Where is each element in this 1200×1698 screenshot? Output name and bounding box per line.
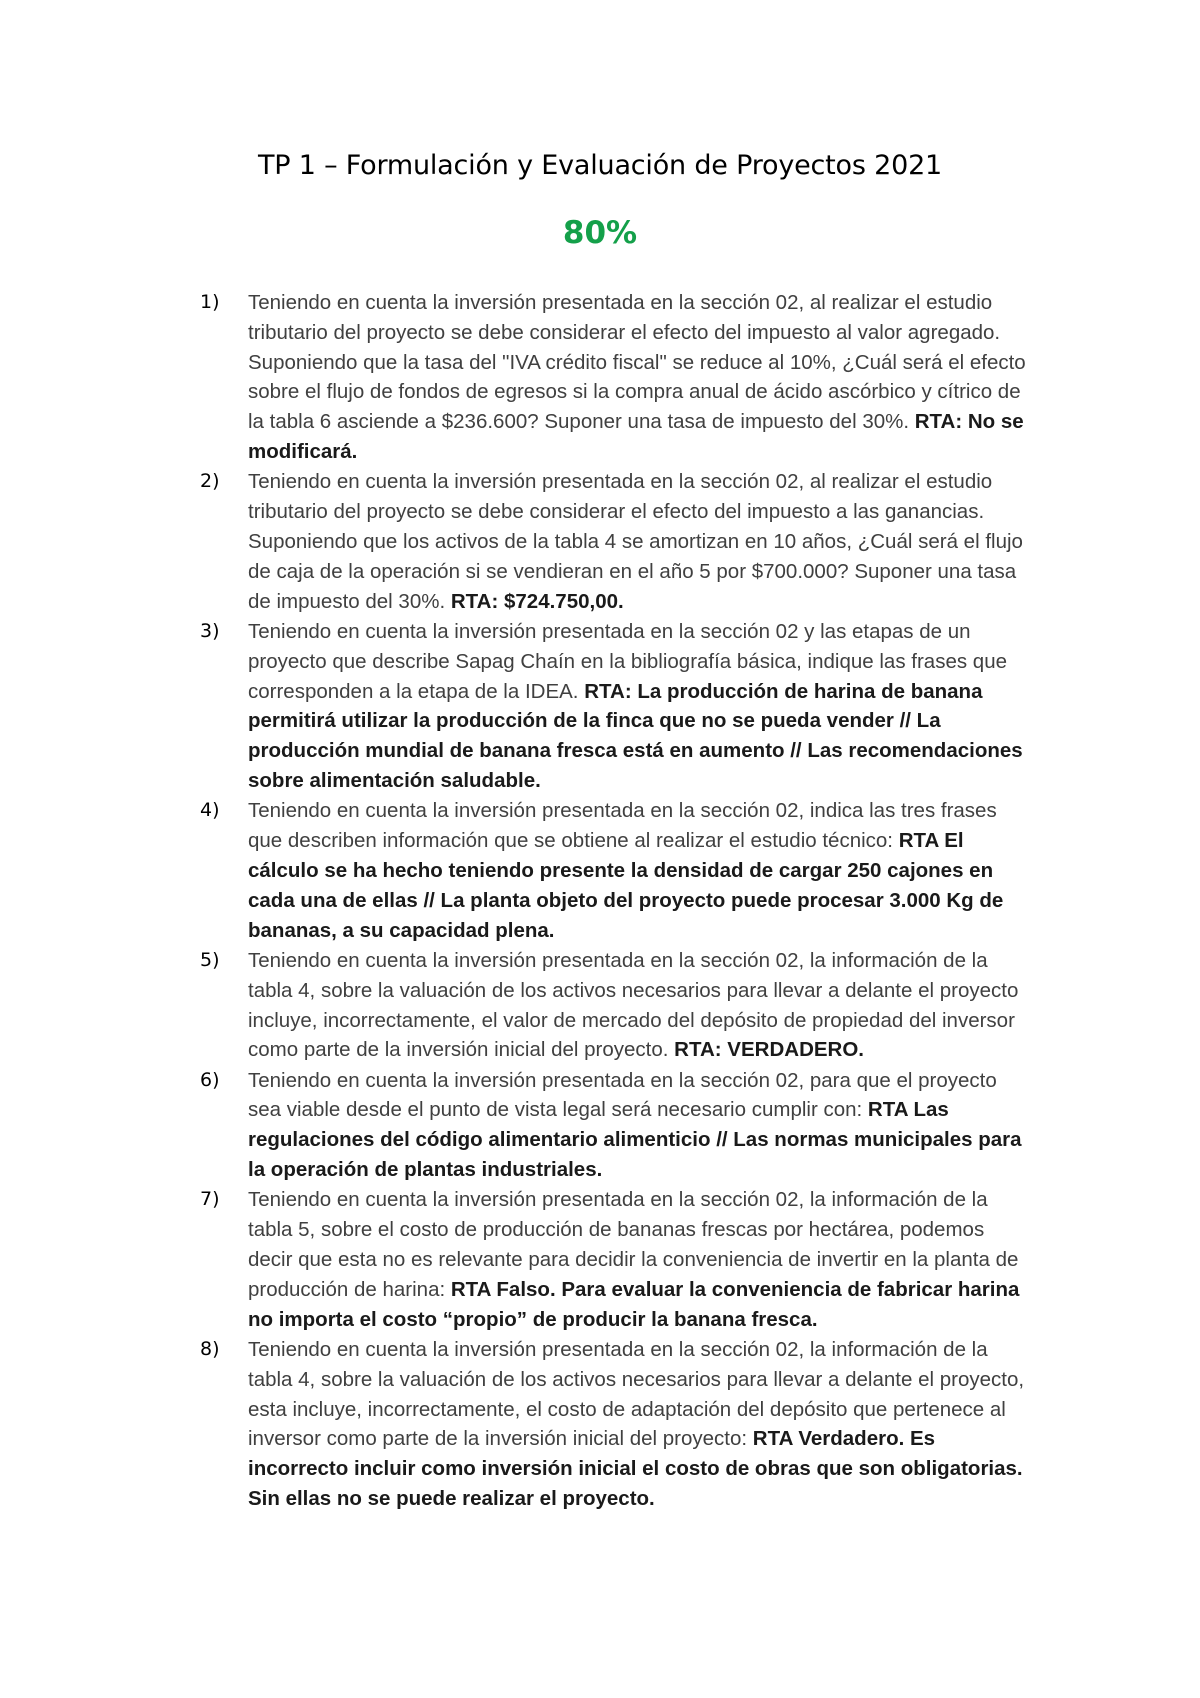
question-answer: RTA: VERDADERO.	[674, 1038, 864, 1062]
question-text: Teniendo en cuenta la inversión presentada en la sección 02, al realizar el estudio tributario del proyecto se debe considerar el efecto del impuesto a las ganancias. Suponiendo que los activos de la tabla 4 se amortizan en 10 años, ¿Cuál será el flujo de caja de la operación si se vendieran en el año 5 por $700.000? Suponer una tasa de impuesto del 30%.	[248, 470, 1023, 613]
question-answer: RTA El cálculo se ha hecho teniendo presente la densidad de cargar 250 cajones en cada una de ellas // La planta objeto del proyecto puede procesar 3.000 Kg de bananas, a su capacidad plena.	[248, 829, 1004, 942]
question-item	[200, 946, 1030, 1065]
question-answer: RTA Las regulaciones del código alimentario alimenticio // Las normas municipales para la operación de plantas industriales.	[248, 1098, 1022, 1182]
question-text: Teniendo en cuenta la inversión presentada en la sección 02 y las etapas de un proyecto que describe Sapag Chaín en la bibliografía básica, indique las frases que corresponden a la etapa de la IDEA.	[248, 619, 1007, 703]
question-text: Teniendo en cuenta la inversión presentada en la sección 02, la información de la tabla 4, sobre la valuación de los activos necesarios para llevar a delante el proyecto, esta incluye, incorrectamente, el costo de adaptación del depósito que pertenece al inversor como parte de la inversión inicial del proyecto:	[248, 1338, 1025, 1451]
question-number: 1)	[200, 291, 220, 313]
question-answer: RTA: $724.750,00.	[450, 589, 624, 613]
question-item	[200, 1066, 1030, 1185]
score-percentage: 80%	[562, 215, 638, 251]
question-text: Teniendo en cuenta la inversión presentada en la sección 02, para que el proyecto sea viable desde el punto de vista legal será necesario cumplir con:	[248, 1068, 997, 1122]
question-number: 3)	[200, 619, 220, 642]
question-text: Teniendo en cuenta la inversión presentada en la sección 02, al realizar el estudio tributario del proyecto se debe considerar el efecto del impuesto al valor agregado. Suponiendo que la tasa del "IVA crédito fiscal" se reduce al 10%, ¿Cuál será el efecto sobre el flujo de fondos de egresos si la compra anual de ácido ascórbico y cítrico de la tabla 6 asciende a $236.600? Suponer una tasa de impuesto del 30%.	[248, 291, 1026, 434]
question-list	[200, 288, 1030, 1514]
document-title: TP 1 – Formulación y Evaluación de Proyectos 2021	[257, 150, 943, 181]
question-text: Teniendo en cuenta la inversión presentada en la sección 02, indica las tres frases que describen información que se obtiene al realizar el estudio técnico:	[248, 799, 997, 853]
question-item	[200, 467, 1030, 616]
question-number: 6)	[200, 1068, 220, 1091]
question-answer: RTA: La producción de harina de banana permitirá utilizar la producción de la finca que no se pueda vender // La producción mundial de banana fresca está en aumento // Las recomendaciones sobre alimentación saludable.	[248, 679, 1023, 792]
question-number: 8)	[200, 1338, 220, 1361]
question-number: 2)	[200, 470, 220, 493]
question-text: Teniendo en cuenta la inversión presentada en la sección 02, la información de la tabla 5, sobre el costo de producción de bananas frescas por hectárea, podemos decir que esta no es relevante para decidir la conveniencia de invertir en la planta de producción de harina:	[248, 1188, 1019, 1301]
question-number: 5)	[200, 948, 220, 971]
question-item	[200, 1335, 1030, 1514]
question-text: Teniendo en cuenta la inversión presentada en la sección 02, la información de la tabla 4, sobre la valuación de los activos necesarios para llevar a delante el proyecto incluye, incorrectamente, el valor de mercado del depósito de propiedad del inversor como parte de la inversión inicial del proyecto.	[248, 948, 1019, 1062]
question-answer: RTA: No se modificará.	[248, 410, 1024, 463]
question-item	[200, 1185, 1030, 1334]
question-item	[200, 617, 1030, 796]
question-item	[200, 288, 1030, 467]
question-answer: RTA Falso. Para evaluar la conveniencia de fabricar harina no importa el costo “propio” de producir la banana fresca.	[248, 1277, 1020, 1331]
question-number: 4)	[200, 799, 220, 822]
question-item	[200, 796, 1030, 945]
question-answer: RTA Verdadero. Es incorrecto incluir como inversión inicial el costo de obras que son obligatorias. Sin ellas no se puede realizar el proyecto.	[248, 1427, 1023, 1511]
question-number: 7)	[200, 1188, 220, 1211]
